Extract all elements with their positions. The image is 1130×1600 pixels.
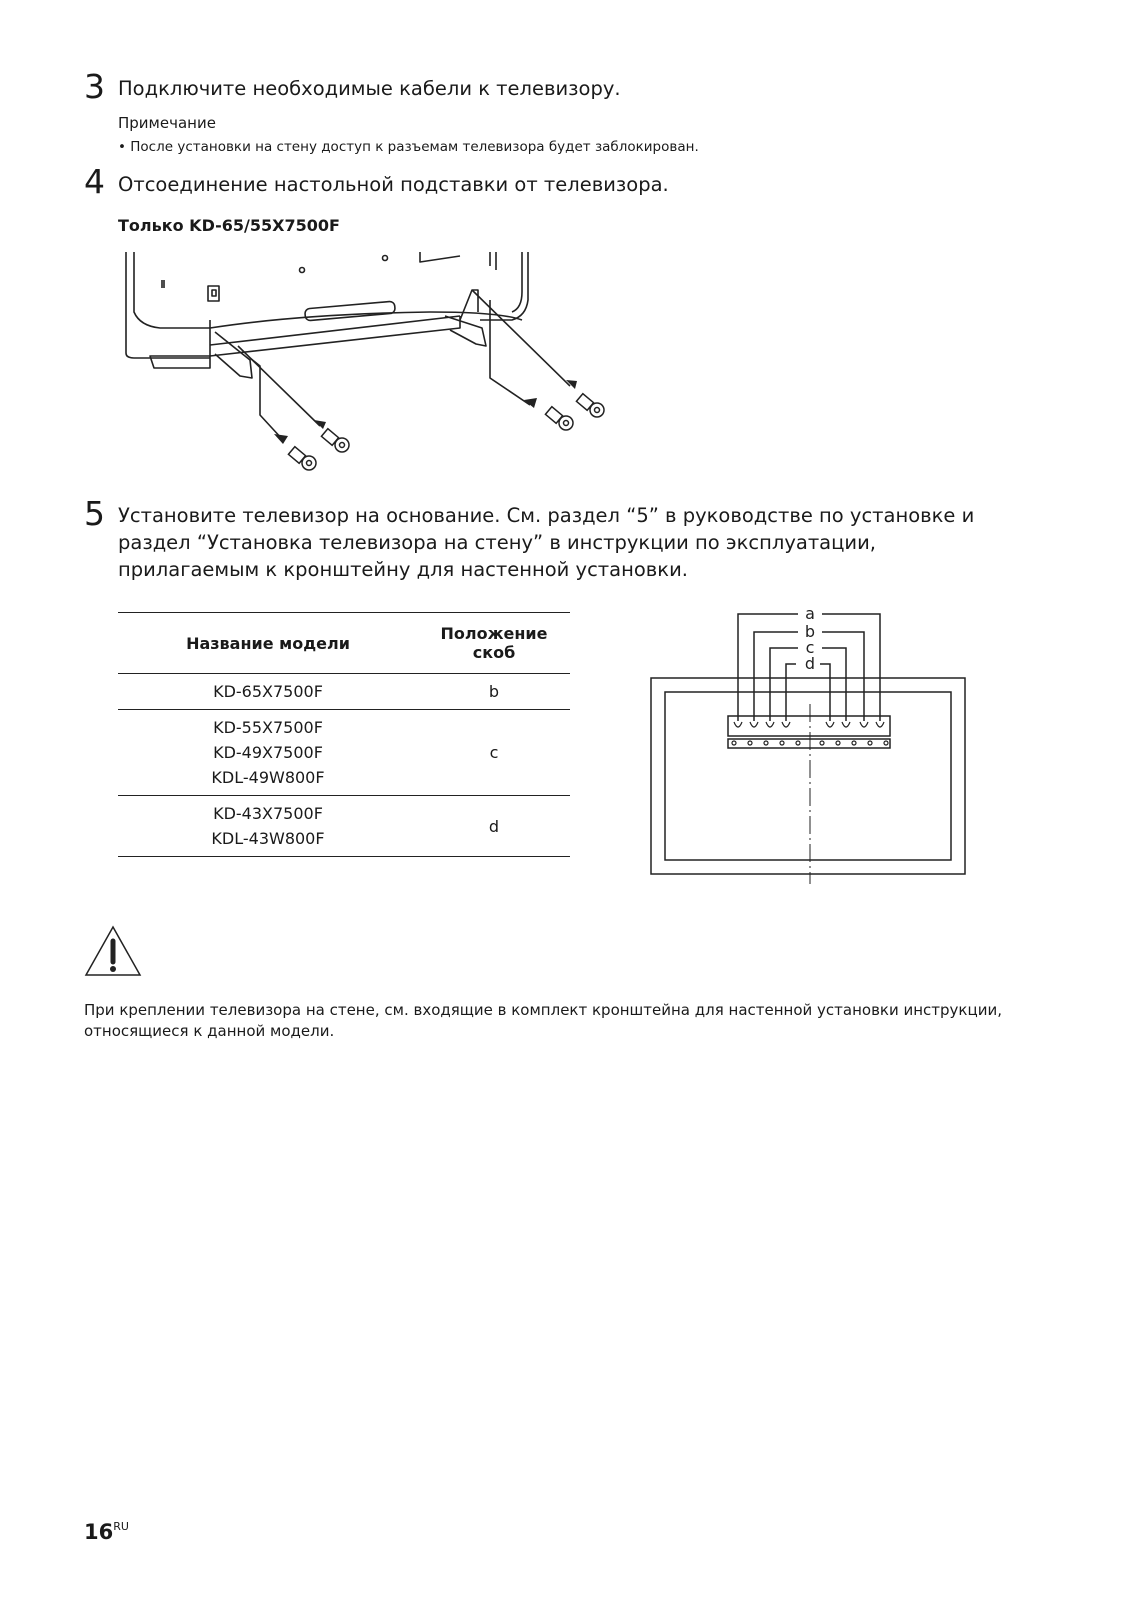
- model-cell: [118, 710, 418, 796]
- note-item-text: После установки на стену доступ к разъемам телевизора будет заблокирован.: [130, 139, 699, 155]
- model-only-subheading: Только KD-65/55X7500F: [118, 216, 340, 235]
- model-cell: [118, 796, 418, 857]
- bracket-label-a: a: [805, 604, 815, 623]
- bracket-label-b: b: [804, 622, 816, 641]
- step-5-title-line-3: прилагаемым к кронштейну для настенной установки.: [118, 558, 688, 581]
- page-language: RU: [113, 1520, 129, 1533]
- bullet-icon: •: [118, 139, 131, 155]
- bracket-label-d: d: [804, 654, 816, 673]
- page-number-value: 16: [84, 1520, 114, 1544]
- model-cell: [118, 674, 418, 710]
- step-5-title-line-1: Установите телевизор на основание. См. раздел “5” в руководстве по установке и: [118, 504, 975, 527]
- position-cell: c: [489, 743, 499, 762]
- step-5-number: 5: [84, 494, 105, 533]
- column-header-model: Название модели: [186, 633, 350, 653]
- step-4-number: 4: [84, 162, 105, 201]
- model-name: KD-43X7500F: [213, 804, 323, 823]
- step-5-title-line-2: раздел “Установка телевизора на стену” в инструкции по эксплуатации,: [118, 531, 876, 554]
- warning-text: При креплении телевизора на стене, см. входящие в комплект кронштейна для настенной установки инструкции, относящиеся к данной модели.: [84, 1001, 1002, 1040]
- warning-triangle-icon: [84, 925, 142, 977]
- step-4-title: Отсоединение настольной подставки от телевизора.: [118, 173, 669, 196]
- bracket-label-c: c: [805, 638, 815, 657]
- step-3-number: 3: [84, 67, 105, 106]
- column-header-position: [418, 613, 570, 674]
- table-row: [118, 710, 570, 796]
- position-cell: d: [488, 816, 500, 836]
- note-item: [118, 139, 699, 155]
- model-name: KD-49X7500F: [213, 743, 323, 762]
- bracket-position-table: [118, 612, 570, 857]
- table-row: [118, 674, 570, 710]
- stand-removal-illustration: [120, 250, 620, 490]
- position-cell: b: [488, 682, 500, 701]
- column-header-position-line2: скоб: [472, 643, 516, 662]
- model-name: KD-65X7500F: [213, 682, 323, 701]
- model-name: KDL-43W800F: [211, 829, 325, 848]
- screw-icon: [288, 394, 604, 470]
- model-name: KD-55X7500F: [213, 718, 323, 737]
- table-row: [118, 796, 570, 857]
- column-header-position-line1: Положение: [440, 624, 548, 643]
- table-header-row: [118, 613, 570, 674]
- model-name: KDL-49W800F: [211, 768, 325, 787]
- note-heading: Примечание: [118, 114, 216, 132]
- page-number: [84, 1520, 129, 1544]
- step-3-title: Подключите необходимые кабели к телевизору.: [118, 77, 621, 100]
- bracket-position-diagram: [646, 604, 976, 884]
